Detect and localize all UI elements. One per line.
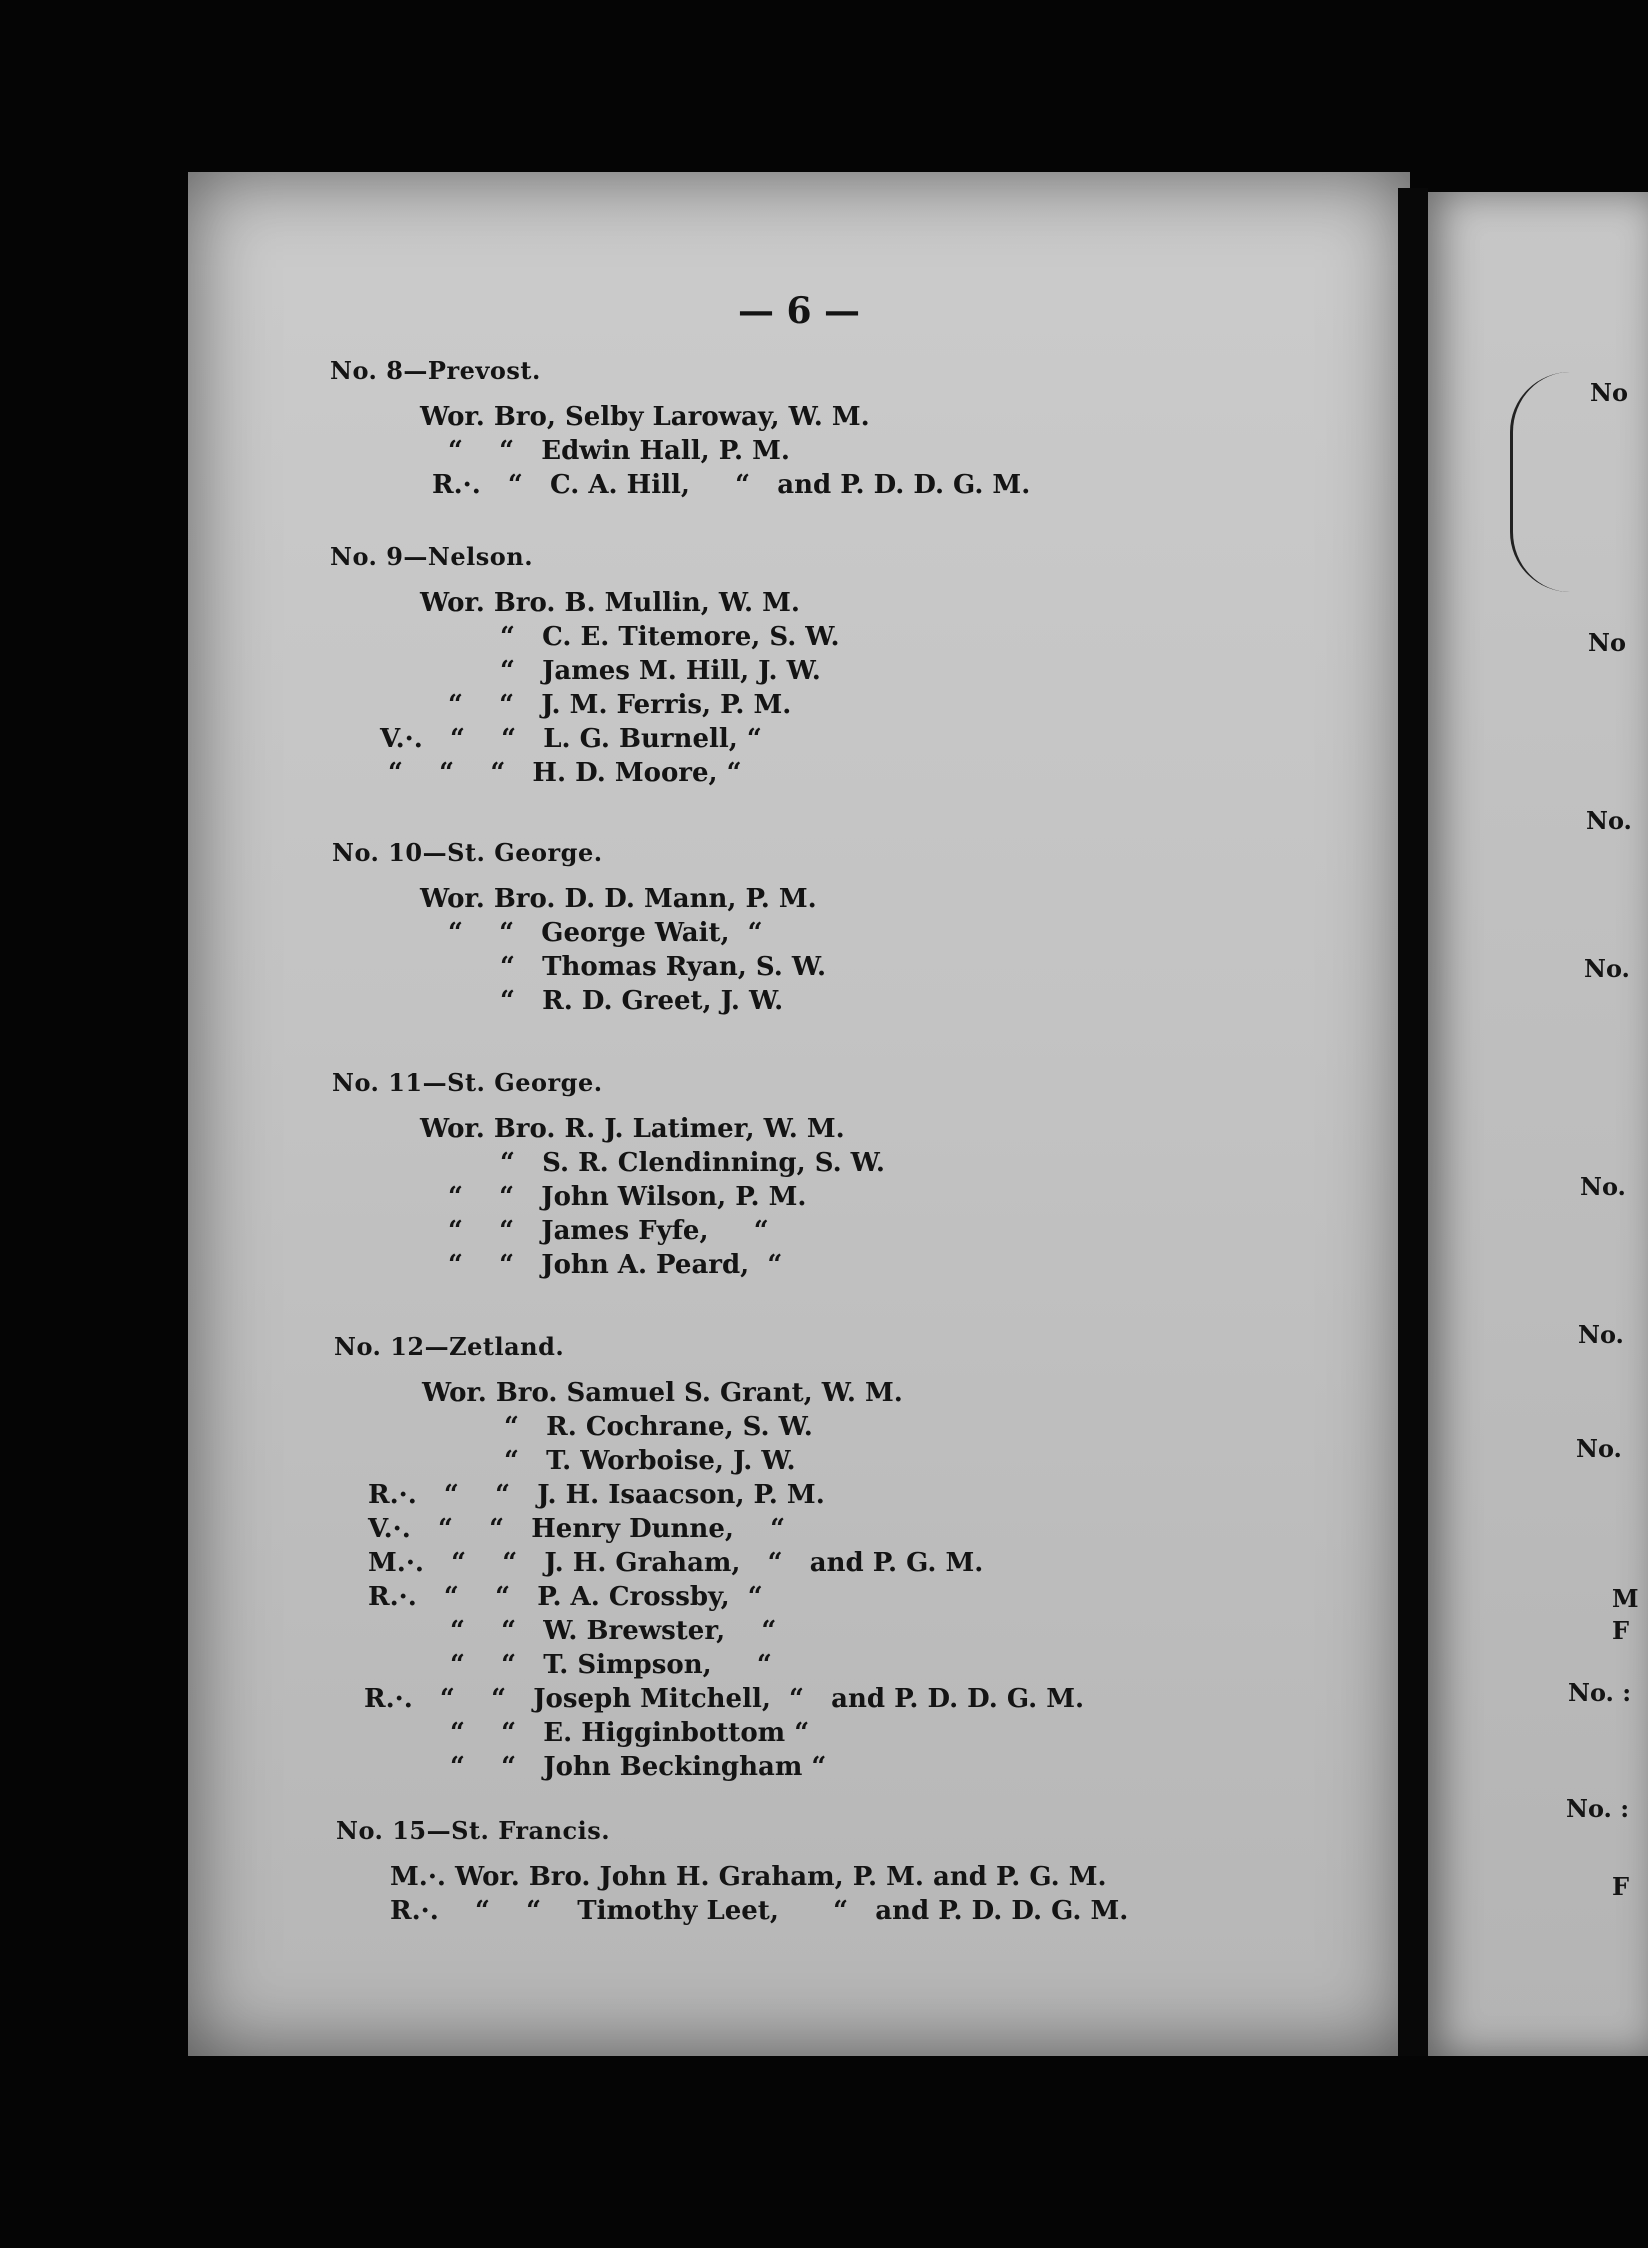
member-line: “ “ John Beckingham “ [450,1752,827,1782]
member-line: Wor. Bro. R. J. Latimer, W. M. [420,1114,845,1144]
member-line: “ “ John Wilson, P. M. [448,1182,807,1212]
book-gutter [1398,188,1428,2056]
right-page-fragment: No. [1578,1320,1624,1349]
member-line: “ “ John A. Peard, “ [448,1250,783,1280]
right-page-fragment: No. [1586,806,1632,835]
pen-mark-bracket [1510,372,1593,592]
right-page-fragment: F [1612,1616,1630,1645]
member-line: “ Thomas Ryan, S. W. [500,952,827,982]
lodge-heading: No. 12—Zetland. [334,1332,565,1361]
right-page-fragment: F [1612,1872,1630,1901]
right-page-fragment: M [1612,1584,1639,1613]
member-line: Wor. Bro. Samuel S. Grant, W. M. [422,1378,903,1408]
right-page-fragment: No [1588,628,1626,657]
member-line: Wor. Bro, Selby Laroway, W. M. [420,402,870,432]
member-line: R.·. “ C. A. Hill, “ and P. D. D. G. M. [432,470,1031,500]
lodge-heading: No. 10—St. George. [332,838,603,867]
right-page-fragment: No. [1584,954,1630,983]
member-line: V.·. “ “ Henry Dunne, “ [368,1514,786,1544]
member-line: “ “ J. M. Ferris, P. M. [448,690,792,720]
member-line: “ James M. Hill, J. W. [500,656,821,686]
right-page-fragment: No. : [1566,1794,1630,1823]
lodge-heading: No. 9—Nelson. [330,542,534,571]
member-line: “ “ T. Simpson, “ [450,1650,772,1680]
right-page-fragment: No. : [1568,1678,1632,1707]
member-line: “ R. Cochrane, S. W. [504,1412,813,1442]
member-line: “ “ “ H. D. Moore, “ [388,758,742,788]
member-line: “ “ Edwin Hall, P. M. [448,436,790,466]
member-line: “ “ W. Brewster, “ [450,1616,777,1646]
member-line: M.·. “ “ J. H. Graham, “ and P. G. M. [368,1548,984,1578]
page-number: — 6 — [737,290,861,332]
member-line: Wor. Bro. B. Mullin, W. M. [420,588,800,618]
member-line: M.·. Wor. Bro. John H. Graham, P. M. and P. G. M. [390,1862,1107,1892]
member-line: V.·. “ “ L. G. Burnell, “ [380,724,762,754]
member-line: Wor. Bro. D. D. Mann, P. M. [420,884,817,914]
lodge-heading: No. 11—St. George. [332,1068,603,1097]
member-line: “ C. E. Titemore, S. W. [500,622,840,652]
member-line: “ “ E. Higginbottom “ [450,1718,810,1748]
member-line: “ T. Worboise, J. W. [504,1446,796,1476]
right-page-fragment: No. [1576,1434,1622,1463]
member-line: R.·. “ “ J. H. Isaacson, P. M. [368,1480,825,1510]
member-line: R.·. “ “ Joseph Mitchell, “ and P. D. D. G. M. [364,1684,1085,1714]
member-line: “ “ James Fyfe, “ [448,1216,769,1246]
right-page-fragment: No. [1580,1172,1626,1201]
lodge-heading: No. 8—Prevost. [330,356,541,385]
lodge-heading: No. 15—St. Francis. [336,1816,611,1845]
member-line: “ “ George Wait, “ [448,918,763,948]
member-line: “ R. D. Greet, J. W. [500,986,784,1016]
right-page-fragment: No [1590,378,1628,407]
member-line: R.·. “ “ P. A. Crossby, “ [368,1582,763,1612]
left-page [188,172,1410,2056]
member-line: “ S. R. Clendinning, S. W. [500,1148,885,1178]
member-line: R.·. “ “ Timothy Leet, “ and P. D. D. G. M. [390,1896,1129,1926]
